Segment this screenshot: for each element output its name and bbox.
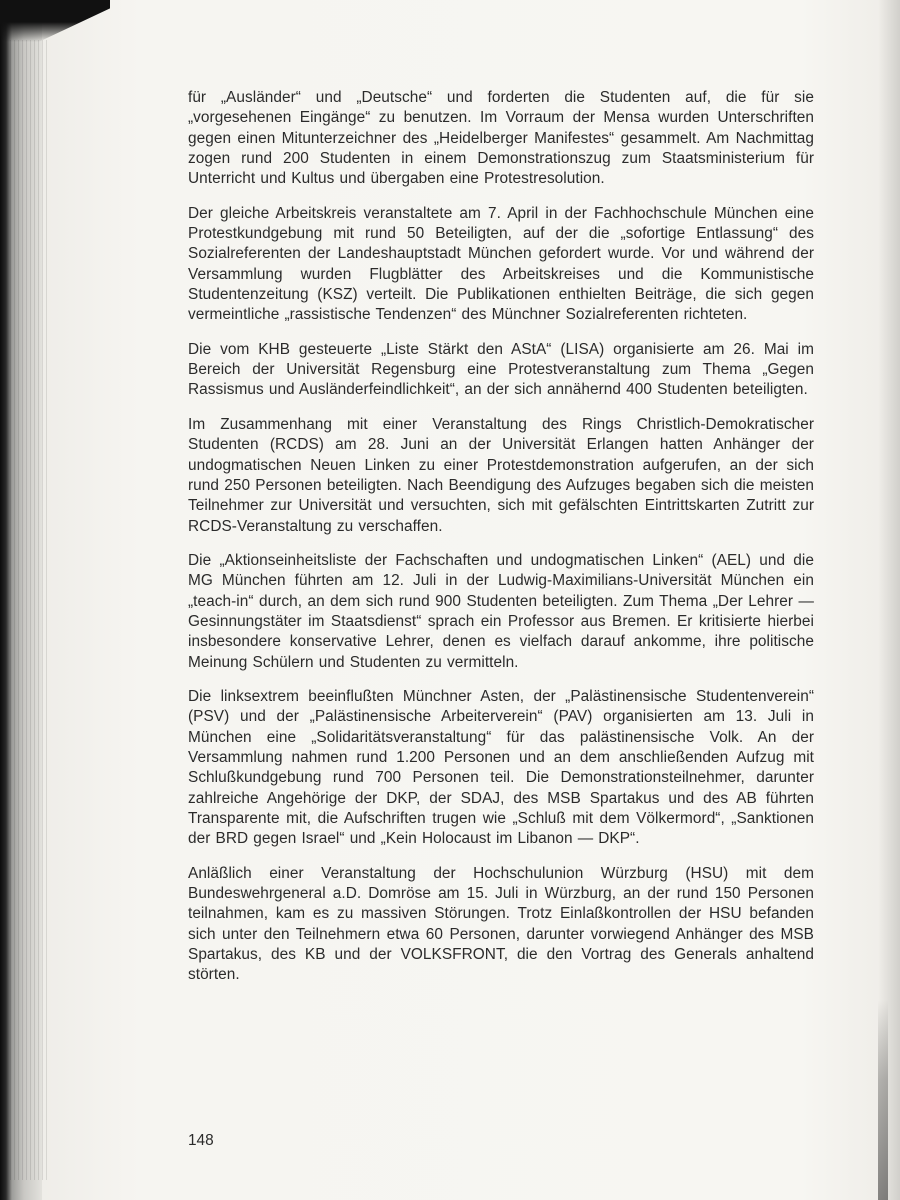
paragraph: Die vom KHB gesteuerte „Liste Stärkt den AStA“ (LISA) organisierte am 26. Mai im Bereich der Universität Regensburg eine Protestveranstaltung zum Thema „Gegen Rassismus und Ausländerfeindlichkeit“, an der sich annähernd 400 Studenten beteiligten. (188, 340, 814, 399)
page-edge-stripes (10, 40, 50, 1180)
paragraph: für „Ausländer“ und „Deutsche“ und forderten die Studenten auf, die für sie „vorgesehenen Eingänge“ zu benutzen. Im Vorraum der Mensa wurden Unterschriften gegen einen Mitunterzeichner des „Heidelberger Manifestes“ gesammelt. Am Nachmittag zogen rund 200 Studenten in einem Demonstrationszug zum Staatsministerium für Unterricht und Kultus und übergaben eine Protestresolution. (188, 89, 814, 188)
paragraph: Im Zusammenhang mit einer Veranstaltung des Rings Christlich-Demokratischer Studenten (RCDS) am 28. Juni an der Universität Erlangen hatten Anhänger der undogmatischen Neuen Linken zu einer Protestdemonstration aufgerufen, an der sich rund 250 Personen beteiligten. Nach Beendigung des Aufzuges begaben sich die meisten Teilnehmer zur Universität und versuchten, sich mit gefälschten Eintrittskarten Zutritt zur RCDS-Veranstaltung zu verschaffen. (188, 415, 814, 535)
paragraph: Die linksextrem beeinflußten Münchner Asten, der „Palästinensische Studentenverein“ (PSV) und der „Palästinensische Arbeiterverein“ (PAV) organisierten am 13. Juli in München eine „Solidaritätsveranstaltung“ für das palästinensische Volk. An der Versammlung nahmen rund 1.200 Personen und an dem anschließenden Aufzug mit Schlußkundgebung rund 700 Personen teil. Die Demonstrationsteilnehmer, darunter zahlreiche Angehörige der DKP, der SDAJ, des MSB Spartakus und des AB führten Transparente mit, die Aufschriften trugen wie „Schluß mit dem Völkermord“, „Sanktionen der BRD gegen Israel“ und „Kein Holocaust im Libanon — DKP“. (188, 687, 814, 848)
paragraph: Anläßlich einer Veranstaltung der Hochschulunion Würzburg (HSU) mit dem Bundeswehrgeneral a.D. Domröse am 15. Juli in Würzburg, an der rund 150 Personen teilnahmen, kam es zu massiven Störungen. Trotz Einlaßkontrollen der HSU befanden sich unter den Teilnehmern etwa 60 Personen, darunter vorwiegend Anhänger des MSB Spartakus, des KB und der VOLKSFRONT, die den Vortrag des Generals anhaltend störten. (188, 864, 814, 984)
page-number: 148 (188, 1132, 214, 1149)
right-edge-strip (878, 1000, 888, 1200)
paragraph: Der gleiche Arbeitskreis veranstaltete am 7. April in der Fachhochschule München eine Protestkundgebung mit rund 50 Beteiligten, auf der die „sofortige Entlassung“ des Sozialreferenten der Landeshauptstadt München gefordert wurde. Vor und während der Versammlung wurden Flugblätter des Arbeitskreises und die Kommunistische Studentenzeitung (KSZ) verteilt. Die Publikationen enthielten Beiträge, die sich gegen vermeintliche „rassistische Tendenzen“ des Münchner Sozialreferenten richteten. (188, 204, 814, 324)
scan-corner-shadow (0, 0, 110, 42)
body-text (188, 88, 814, 986)
paragraph: Die „Aktionseinheitsliste der Fachschaften und undogmatischen Linken“ (AEL) und die MG München führten am 12. Juli in der Ludwig-Maximilians-Universität München ein „teach-in“ durch, an dem sich rund 900 Studenten beteiligten. Zum Thema „Der Lehrer — Gesinnungstäter im Staatsdienst“ sprach ein Professor aus Bremen. Er kritisierte hierbei insbesondere konservative Lehrer, denen es vielfach darauf ankomme, ihre politische Meinung Schülern und Studenten zu vermitteln. (188, 551, 814, 671)
